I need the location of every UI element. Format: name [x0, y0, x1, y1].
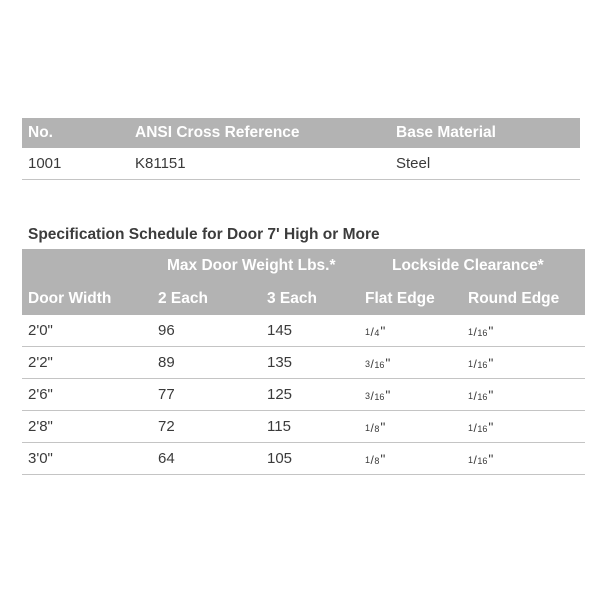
fraction: $^3$ / 16 ": [365, 386, 391, 403]
group-header-max-door-weight: Max Door Weight Lbs.*: [167, 257, 336, 274]
inch-mark: ": [385, 354, 391, 371]
inch-mark: ": [380, 418, 386, 435]
spec-schedule-body: [22, 315, 585, 475]
inch-mark: ": [380, 450, 386, 467]
cell-door-width: 2'2": [28, 354, 53, 371]
spec-schedule-table: [22, 249, 585, 475]
fraction-slash: /: [370, 388, 374, 403]
cell-flat-edge: [365, 443, 385, 474]
spec-schedule-title: Specification Schedule for Door 7' High or More: [28, 226, 380, 243]
header-2-each: 2 Each: [158, 290, 208, 307]
cell-2-each: 64: [158, 450, 175, 467]
fraction-slash: /: [473, 324, 477, 339]
group-header-lockside-clearance: Lockside Clearance*: [392, 257, 544, 274]
cell-round-edge: [468, 347, 493, 378]
cell-3-each: 135: [267, 354, 293, 371]
cell-ansi-cross-reference: K81151: [135, 155, 186, 172]
cell-flat-edge: [365, 379, 390, 410]
table-row: [22, 315, 585, 347]
table-row: [22, 148, 580, 180]
cell-flat-edge: [365, 315, 385, 346]
cell-3-each: 105: [267, 450, 293, 467]
header-flat-edge: Flat Edge: [365, 290, 435, 307]
fraction-slash: /: [370, 420, 374, 435]
fraction: $^1$ / 16 ": [468, 386, 494, 403]
cell-3-each: 145: [267, 322, 293, 339]
fraction: $^1$ / 16 ": [468, 450, 494, 467]
spec-column-header: [22, 283, 585, 315]
cell-2-each: 72: [158, 418, 175, 435]
cell-door-width: 3'0": [28, 450, 53, 467]
cell-base-material: Steel: [396, 155, 431, 172]
header-no: No.: [28, 124, 53, 141]
fraction: $^1$ / 16 ": [468, 322, 494, 339]
fraction-slash: /: [473, 388, 477, 403]
cell-2-each: 77: [158, 386, 175, 403]
cell-flat-edge: [365, 347, 390, 378]
table-row: [22, 443, 585, 475]
fraction-slash: /: [370, 356, 374, 371]
cell-door-width: 2'6": [28, 386, 53, 403]
fraction-slash: /: [370, 452, 374, 467]
inch-mark: ": [488, 418, 494, 435]
table-row: [22, 379, 585, 411]
cell-3-each: 125: [267, 386, 293, 403]
product-table-header: [22, 118, 580, 148]
header-ansi-cross-reference: ANSI Cross Reference: [135, 124, 300, 141]
cell-round-edge: [468, 411, 493, 442]
inch-mark: ": [488, 322, 494, 339]
fraction: $^1$ / 16 ": [468, 354, 494, 371]
fraction-slash: /: [473, 356, 477, 371]
fraction: $^1$ / 8 ": [365, 418, 386, 435]
cell-round-edge: [468, 315, 493, 346]
spec-group-header: [22, 249, 585, 283]
fraction: $^1$ / 8 ": [365, 450, 386, 467]
cell-no: 1001: [28, 155, 62, 172]
fraction: $^1$ / 4 ": [365, 322, 386, 339]
inch-mark: ": [385, 386, 391, 403]
header-base-material: Base Material: [396, 124, 496, 141]
header-round-edge: Round Edge: [468, 290, 560, 307]
cell-round-edge: [468, 379, 493, 410]
cell-3-each: 115: [267, 418, 291, 435]
product-reference-table: [22, 118, 580, 180]
table-row: [22, 411, 585, 443]
cell-2-each: 96: [158, 322, 175, 339]
inch-mark: ": [380, 322, 386, 339]
cell-door-width: 2'0": [28, 322, 53, 339]
header-door-width: Door Width: [28, 290, 112, 307]
fraction-slash: /: [473, 452, 477, 467]
fraction: $^1$ / 16 ": [468, 418, 494, 435]
cell-2-each: 89: [158, 354, 175, 371]
cell-door-width: 2'8": [28, 418, 53, 435]
header-3-each: 3 Each: [267, 290, 317, 307]
inch-mark: ": [488, 386, 494, 403]
fraction-slash: /: [370, 324, 374, 339]
cell-round-edge: [468, 443, 493, 474]
cell-flat-edge: [365, 411, 385, 442]
inch-mark: ": [488, 354, 494, 371]
table-row: [22, 347, 585, 379]
inch-mark: ": [488, 450, 494, 467]
fraction: $^3$ / 16 ": [365, 354, 391, 371]
fraction-slash: /: [473, 420, 477, 435]
